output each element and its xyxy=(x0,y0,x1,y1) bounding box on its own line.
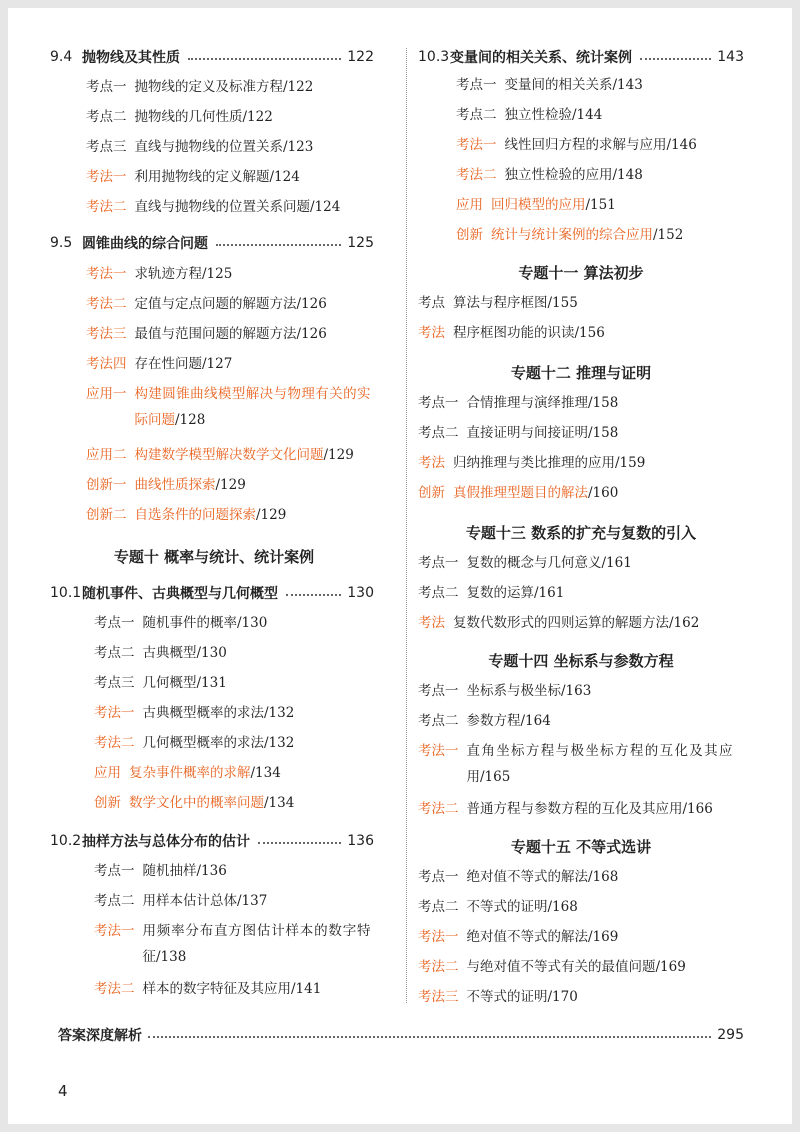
entry-text: 真假推理型题目的解法 xyxy=(453,485,588,501)
section-page: 130 xyxy=(347,585,374,601)
entry-page: /151 xyxy=(585,197,616,213)
entry-text: 求轨迹方程/125 xyxy=(134,266,233,282)
entry-text: 坐标系与极坐标/163 xyxy=(466,683,592,699)
section-number: 9.4 xyxy=(50,49,73,65)
entry-text: 不等式的证明/168 xyxy=(466,899,578,915)
entry-text: 随机事件的概率/130 xyxy=(142,615,268,631)
entry-page: /134 xyxy=(264,795,295,811)
entry-tag: 考点一 xyxy=(86,79,127,95)
entry-tag: 应用二 xyxy=(86,447,127,463)
leader-dots xyxy=(188,58,341,60)
answer-section[interactable] xyxy=(58,1022,744,1048)
section-9-5[interactable] xyxy=(50,230,374,256)
entry-text: 不等式的证明/170 xyxy=(466,989,578,1005)
list-item[interactable] xyxy=(418,390,618,416)
entry-text: 变量间的相关关系/143 xyxy=(504,77,643,93)
chapter-12-title[interactable]: 专题十二 推理与证明 xyxy=(510,364,652,382)
list-item[interactable] xyxy=(94,640,227,666)
entry-page: /129 xyxy=(323,447,354,463)
entry-text: 抛物线的定义及标准方程/122 xyxy=(134,79,314,95)
section-10-2[interactable] xyxy=(50,828,374,854)
entry-text: 古典概型概率的求法/132 xyxy=(142,705,295,721)
entry-tag: 考点二 xyxy=(86,109,127,125)
entry-text: 线性回归方程的求解与应用/146 xyxy=(504,137,697,153)
entry-text: 与绝对值不等式有关的最值问题/169 xyxy=(466,959,686,975)
list-item[interactable] xyxy=(418,450,645,476)
list-item[interactable] xyxy=(86,351,232,377)
entry-tag: 考点一 xyxy=(94,615,135,631)
list-item[interactable] xyxy=(94,700,294,726)
entry-tag: 考点一 xyxy=(418,395,459,411)
entry-text: 样本的数字特征及其应用/141 xyxy=(142,981,322,997)
entry-text: 普通方程与参数方程的互化及其应用/166 xyxy=(466,801,713,817)
entry-text: 直角坐标方程与极坐标方程的互化及其应用/165 xyxy=(466,743,733,785)
list-item[interactable] xyxy=(418,320,605,346)
list-item[interactable] xyxy=(94,976,321,1002)
entry-tag: 应用 xyxy=(456,197,483,213)
entry-tag: 考法 xyxy=(418,325,445,341)
entry-tag: 考点一 xyxy=(418,555,459,571)
list-item[interactable] xyxy=(86,164,300,190)
entry-tag: 考法二 xyxy=(86,199,127,215)
entry-text: 抛物线的几何性质/122 xyxy=(134,109,273,125)
list-item[interactable] xyxy=(418,480,618,506)
list-item[interactable] xyxy=(418,610,699,636)
list-item[interactable] xyxy=(418,290,578,316)
entry-tag: 考法二 xyxy=(418,959,459,975)
entry-page: /128 xyxy=(175,412,206,428)
chapter-13-title[interactable]: 专题十三 数系的扩充与复数的引入 xyxy=(465,524,697,542)
chapter-15-title[interactable]: 专题十五 不等式选讲 xyxy=(510,838,652,856)
list-item[interactable] xyxy=(456,102,602,128)
entry-text: 回归模型的应用 xyxy=(491,197,586,213)
entry-page: /152 xyxy=(653,227,684,243)
entry-tag: 应用一 xyxy=(86,386,127,402)
list-item[interactable] xyxy=(94,918,376,974)
section-title: 抛物线及其性质 xyxy=(82,50,180,66)
section-10-1[interactable] xyxy=(50,580,374,606)
list-item[interactable] xyxy=(86,74,313,100)
entry-text: 自选条件的问题探索 xyxy=(134,507,256,523)
list-item[interactable] xyxy=(418,420,618,446)
section-10-3[interactable] xyxy=(418,44,744,70)
list-item[interactable] xyxy=(86,134,313,160)
answer-page: 295 xyxy=(717,1027,744,1043)
entry-text: 归纳推理与类比推理的应用/159 xyxy=(453,455,646,471)
entry-text: 利用抛物线的定义解题/124 xyxy=(134,169,300,185)
entry-text: 定值与定点问题的解题方法/126 xyxy=(134,296,327,312)
chapter-11-title[interactable]: 专题十一 算法初步 xyxy=(518,264,644,282)
entry-text: 用频率分布直方图估计样本的数字特征/138 xyxy=(142,923,371,965)
list-item[interactable] xyxy=(418,738,744,794)
entry-tag: 创新一 xyxy=(86,477,127,493)
entry-tag: 考法一 xyxy=(94,923,135,939)
entry-text: 程序框图功能的识读/156 xyxy=(453,325,605,341)
entry-tag: 考法一 xyxy=(86,169,127,185)
list-item[interactable] xyxy=(418,924,618,950)
list-item[interactable] xyxy=(94,730,294,756)
list-item[interactable] xyxy=(86,472,246,498)
entry-tag: 考点三 xyxy=(86,139,127,155)
entry-text: 算法与程序框图/155 xyxy=(453,295,578,311)
entry-text: 曲线性质探索 xyxy=(134,477,216,493)
list-item[interactable] xyxy=(94,888,267,914)
entry-tag: 考法二 xyxy=(418,801,459,817)
section-page: 143 xyxy=(717,49,744,65)
list-item[interactable] xyxy=(86,104,273,130)
chapter-14-title[interactable]: 专题十四 坐标系与参数方程 xyxy=(488,652,674,670)
entry-tag: 创新 xyxy=(94,795,121,811)
list-item[interactable] xyxy=(418,894,578,920)
entry-tag: 考点一 xyxy=(418,683,459,699)
list-item[interactable] xyxy=(418,954,686,980)
entry-tag: 考法二 xyxy=(86,296,127,312)
section-title: 圆锥曲线的综合问题 xyxy=(82,236,208,252)
entry-tag: 创新二 xyxy=(86,507,127,523)
entry-text: 绝对值不等式的解法/169 xyxy=(466,929,619,945)
answer-label: 答案深度解析 xyxy=(58,1028,142,1044)
entry-text: 复数的概念与几何意义/161 xyxy=(466,555,632,571)
entry-tag: 考点二 xyxy=(418,899,459,915)
entry-text: 数学文化中的概率问题 xyxy=(129,795,264,811)
section-number: 10.3 xyxy=(418,49,450,65)
list-item[interactable] xyxy=(86,321,327,347)
entry-text: 复数的运算/161 xyxy=(466,585,565,601)
entry-tag: 考法 xyxy=(418,455,445,471)
list-item[interactable] xyxy=(418,550,632,576)
section-page: 136 xyxy=(347,833,374,849)
list-item[interactable] xyxy=(86,291,327,317)
entry-text: 复数代数形式的四则运算的解题方法/162 xyxy=(453,615,700,631)
leader-dots xyxy=(286,594,341,596)
entry-tag: 考法 xyxy=(418,615,445,631)
entry-page: /129 xyxy=(256,507,287,523)
entry-tag: 考法二 xyxy=(456,167,497,183)
column-divider xyxy=(406,48,407,1003)
leader-dots xyxy=(258,842,341,844)
entry-text: 构建圆锥曲线模型解决与物理有关的实际问题 xyxy=(134,386,371,428)
entry-page: /129 xyxy=(215,477,246,493)
leader-dots xyxy=(640,58,711,60)
entry-text: 统计与统计案例的综合应用 xyxy=(491,227,653,243)
list-item[interactable] xyxy=(86,381,376,437)
list-item[interactable] xyxy=(94,610,267,636)
list-item[interactable] xyxy=(418,984,578,1010)
leader-dots xyxy=(216,244,341,246)
list-item[interactable] xyxy=(94,790,294,816)
section-9-4[interactable] xyxy=(50,44,374,70)
list-item[interactable] xyxy=(86,261,232,287)
section-title: 变量间的相关关系、统计案例 xyxy=(450,50,632,66)
list-item[interactable] xyxy=(418,580,564,606)
entry-text: 最值与范围问题的解题方法/126 xyxy=(134,326,327,342)
list-item[interactable] xyxy=(418,864,618,890)
section-page: 122 xyxy=(347,49,374,65)
entry-tag: 考点二 xyxy=(456,107,497,123)
entry-text-wrap xyxy=(135,381,371,433)
list-item[interactable] xyxy=(456,162,643,188)
section-number: 9.5 xyxy=(50,235,73,251)
entry-text: 几何概型/131 xyxy=(142,675,227,691)
entry-text: 直线与抛物线的位置关系/123 xyxy=(134,139,314,155)
entry-tag: 考法一 xyxy=(418,743,459,759)
entry-text: 古典概型/130 xyxy=(142,645,227,661)
leader-dots xyxy=(148,1036,711,1038)
entry-tag: 考法一 xyxy=(418,929,459,945)
entry-tag: 考点一 xyxy=(418,869,459,885)
entry-text: 参数方程/164 xyxy=(466,713,551,729)
list-item[interactable] xyxy=(86,194,340,220)
entry-page: /160 xyxy=(588,485,619,501)
list-item[interactable] xyxy=(418,708,551,734)
entry-tag: 考点三 xyxy=(94,675,135,691)
list-item[interactable] xyxy=(456,72,643,98)
list-item[interactable] xyxy=(94,670,227,696)
entry-text: 绝对值不等式的解法/168 xyxy=(466,869,619,885)
entry-tag: 考点二 xyxy=(94,645,135,661)
entry-tag: 创新 xyxy=(456,227,483,243)
entry-tag: 考法二 xyxy=(94,981,135,997)
entry-text: 用样本估计总体/137 xyxy=(142,893,268,909)
entry-tag: 考法三 xyxy=(86,326,127,342)
entry-tag: 考法一 xyxy=(94,705,135,721)
list-item[interactable] xyxy=(86,502,286,528)
section-title: 随机事件、古典概型与几何概型 xyxy=(82,586,278,602)
section-page: 125 xyxy=(347,235,374,251)
entry-text: 复杂事件概率的求解 xyxy=(129,765,251,781)
entry-tag: 考点二 xyxy=(418,425,459,441)
list-item[interactable] xyxy=(456,132,697,158)
list-item[interactable] xyxy=(456,222,683,248)
entry-text: 存在性问题/127 xyxy=(134,356,233,372)
page-number: 4 xyxy=(58,1082,68,1100)
entry-text: 构建数学模型解决数学文化问题 xyxy=(134,447,324,463)
entry-text: 合情推理与演绎推理/158 xyxy=(466,395,619,411)
entry-tag: 考法二 xyxy=(94,735,135,751)
entry-tag: 考点一 xyxy=(456,77,497,93)
entry-tag: 考点一 xyxy=(94,863,135,879)
entry-tag: 考法三 xyxy=(418,989,459,1005)
list-item[interactable] xyxy=(456,192,616,218)
list-item[interactable] xyxy=(418,796,713,822)
entry-text: 直线与抛物线的位置关系问题/124 xyxy=(134,199,341,215)
entry-tag: 考点二 xyxy=(418,585,459,601)
entry-text: 随机抽样/136 xyxy=(142,863,227,879)
list-item[interactable] xyxy=(86,442,354,468)
list-item[interactable] xyxy=(94,760,281,786)
entry-tag: 创新 xyxy=(418,485,445,501)
list-item[interactable] xyxy=(418,678,591,704)
section-title: 抽样方法与总体分布的估计 xyxy=(82,834,250,850)
entry-tag: 应用 xyxy=(94,765,121,781)
entry-tag: 考点 xyxy=(418,295,445,311)
toc-page xyxy=(8,8,792,1124)
entry-tag: 考点二 xyxy=(418,713,459,729)
entry-text: 独立性检验/144 xyxy=(504,107,603,123)
entry-text: 直接证明与间接证明/158 xyxy=(466,425,619,441)
entry-text: 几何概型概率的求法/132 xyxy=(142,735,295,751)
entry-tag: 考法一 xyxy=(456,137,497,153)
entry-text: 独立性检验的应用/148 xyxy=(504,167,643,183)
list-item[interactable] xyxy=(94,858,227,884)
section-number: 10.1 xyxy=(50,585,82,601)
entry-page: /134 xyxy=(250,765,281,781)
entry-tag: 考点二 xyxy=(94,893,135,909)
chapter-10-title[interactable]: 专题十 概率与统计、统计案例 xyxy=(113,548,315,566)
entry-tag: 考法一 xyxy=(86,266,127,282)
entry-tag: 考法四 xyxy=(86,356,127,372)
section-number: 10.2 xyxy=(50,833,82,849)
